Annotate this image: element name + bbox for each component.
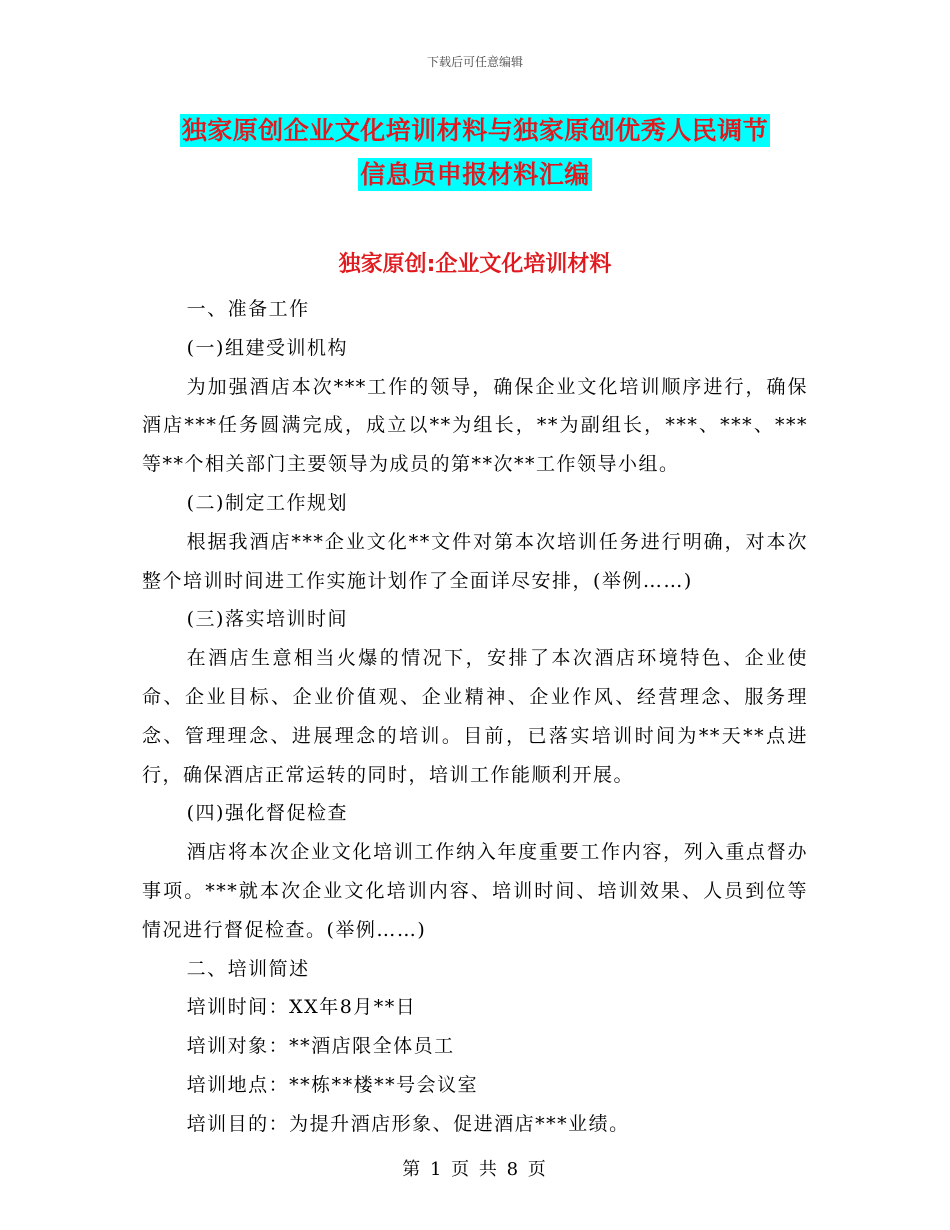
heading-preparation: 一、准备工作 xyxy=(186,298,310,320)
subheading-supervision: (四)强化督促检查 xyxy=(186,802,348,825)
subheading-schedule: (三)落实培训时间 xyxy=(186,608,348,631)
subheading-plan: (二)制定工作规划 xyxy=(186,491,348,514)
title-highlight-2: 信息员申报材料汇编 xyxy=(360,160,590,189)
subheading-organization: (一)组建受训机构 xyxy=(186,336,348,359)
document-title-line-1 xyxy=(0,111,950,147)
section-title: 独家原创:企业文化培训材料 xyxy=(338,252,612,277)
training-audience: 培训对象：**酒店限全体员工 xyxy=(186,1035,455,1058)
document-title-line-2 xyxy=(0,155,950,191)
header-note: 下载后可任意编辑 xyxy=(426,55,523,69)
training-time: 培训时间：XX年8月**日 xyxy=(186,996,417,1019)
document-body xyxy=(142,290,808,1144)
heading-training-summary: 二、培训简述 xyxy=(186,957,310,980)
paragraph-schedule: 在酒店生意相当火爆的情况下，安排了本次酒店环境特色、企业使命、企业目标、企业价值观、企业精神、企业作风、经营理念、服务理念、管理理念、进展理念的培训。目前，已落实培训时间为**天**点进行，确保酒店正常运转的同时，培训工作能顺利开展。 xyxy=(142,647,808,786)
page-footer: 第 1 页 共 8 页 xyxy=(402,1159,548,1180)
training-purpose: 培训目的：为提升酒店形象、促进酒店***业绩。 xyxy=(186,1112,630,1135)
training-location: 培训地点：**栋**楼**号会议室 xyxy=(186,1073,479,1096)
paragraph-supervision: 酒店将本次企业文化培训工作纳入年度重要工作内容，列入重点督办事项。***就本次企业文化培训内容、培训时间、培训效果、人员到位等情况进行督促检查。(举例……) xyxy=(142,841,808,941)
paragraph-organization: 为加强酒店本次***工作的领导，确保企业文化培训顺序进行，确保酒店***任务圆满完成，成立以**为组长，**为副组长，***、***、***等**个相关部门主要领导为成员的第**次**工作领导小组。 xyxy=(142,375,808,476)
paragraph-plan: 根据我酒店***企业文化**文件对第本次培训任务进行明确，对本次整个培训时间进工作实施计划作了全面详尽安排，(举例……) xyxy=(142,530,808,592)
title-highlight-1: 独家原创企业文化培训材料与独家原创优秀人民调节 xyxy=(181,116,769,145)
